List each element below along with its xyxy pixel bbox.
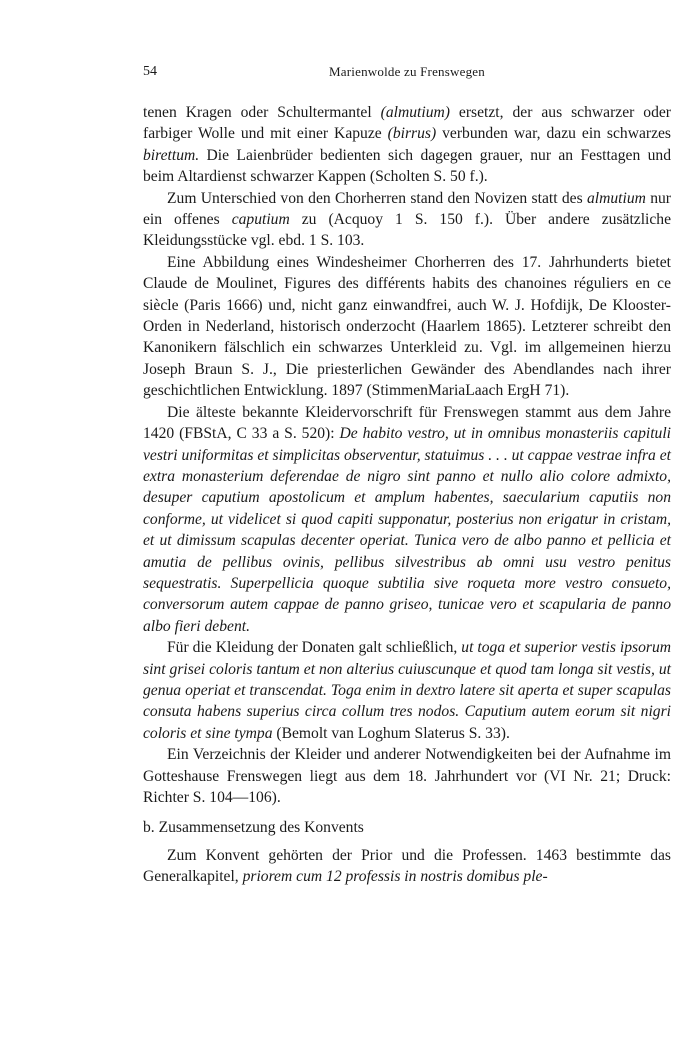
italic-text: (almutium): [380, 104, 450, 121]
text-run: (Bemolt van Loghum Slaterus S. 33).: [272, 724, 510, 742]
italic-text: caputium: [231, 211, 290, 229]
text-run: ersetzt, der aus schwarzer oder farbiger Wolle und mit einer Kapuze: [143, 104, 671, 143]
text-run: verbunden war, dazu ein schwarzes: [436, 125, 671, 143]
italic-text: priorem cum 12 professis in nostris domibus ple-: [242, 868, 548, 886]
text-run: zu (Acquoy 1 S. 150 f.). Über andere zusätzliche Kleidungsstücke vgl. ebd. 1 S. 103.: [143, 211, 672, 250]
italic-text: birettum.: [143, 146, 200, 164]
paragraph: [143, 744, 671, 808]
paragraph: [143, 402, 671, 637]
text-run: tenen Kragen oder Schultermantel: [143, 104, 381, 121]
page-header: [143, 64, 671, 86]
text-run: Zum Konvent gehörten der Prior und die Professen. 1463 bestimmte das Generalkapitel,: [143, 846, 671, 886]
body-text: [143, 102, 671, 888]
paragraph: [143, 637, 671, 744]
text-run: Ein Verzeichnis der Kleider und anderer Notwendigkeiten bei der Aufnahme im Gotteshause Frenswegen liegt aus dem 18. Jahrhundert vor (VI Nr. 21; Druck: Richter S. 104—106).: [143, 746, 671, 806]
text-run: Für die Kleidung der Donaten galt schließlich,: [167, 639, 462, 657]
italic-text: ut toga et superior vestis ipsorum sint grisei coloris tantum et non alterius cuiuscunque et quod tam longa sit vestis, ut genua operiat et transcendat. Toga enim in dextro latere sit aperta et super scapulas consuta habens superius circa collum tres nodos. Caputium autem eorum sit nigri coloris et sine tympa: [143, 639, 671, 742]
text-run: Die älteste bekannte Kleidervorschrift für Frenswegen stammt aus dem Jahre 1420 (FBStA, C 33 a S. 520):: [143, 403, 671, 443]
section-heading: [143, 817, 671, 838]
text-run: Zum Unterschied von den Chorherren stand den Novizen statt des: [167, 189, 587, 207]
paragraph: [143, 102, 671, 188]
paragraph: [143, 252, 671, 402]
page-number: 54: [143, 64, 157, 79]
running-head: Marienwolde zu Frenswegen: [329, 64, 485, 79]
text-run: nur ein offenes: [143, 189, 671, 229]
paragraph: [143, 845, 671, 888]
text-run: Eine Abbildung eines Windesheimer Chorherren des 17. Jahrhunderts bietet Claude de Moulinet, Figures des différents habits des chanoines réguliers en ce siècle (Paris 1666) und, nicht ganz einwandfrei, auch W. J. Hofdijk, De Klooster-Orden in Nederland, historisch onderzocht (Haarlem 1865). Letzterer schreibt den Kanonikern fälschlich ein schwarzes Unterkleid zu. Vgl. im allgemeinen hierzu Joseph Braun S. J., Die priesterlichen Gewänder des Abendlandes nach ihrer geschichtlichen Entwicklung. 1897 (StimmenMariaLaach ErgH 71).: [143, 253, 671, 400]
italic-text: almutium: [586, 189, 646, 207]
text-run: b. Zusammensetzung des Konvents: [143, 819, 364, 837]
paragraph: [143, 188, 671, 252]
text-run: Die Laienbrüder bedienten sich dagegen grauer, nur an Festtagen und beim Altardienst schwarzer Kappen (Scholten S. 50 f.).: [143, 146, 671, 186]
italic-text: (birrus): [387, 125, 437, 143]
italic-text: De habito vestro, ut in omnibus monasteriis capituli vestri uniformitas et simplicitas observentur, statuimus . . . ut cappae vestrae infra et extra monasterium deferendae de nigro sint panno et nullo alio colore admixto, desuper caputium apostolicum et amplum habentes, saecularium caputiis non conforme, ut videlicet si quod capiti supponatur, posterius non erigatur in cristam, et ut dimissum scapulas decenter operiat. Tunica vero de albo panno et pellicia et amutia de pellibus ovinis, pellibus silvestribus ab omni usu vestro penitus sequestratis. Superpellicia quoque subtilia sive roqueta more vestro consueto, conversorum autem cappae de panno griseo, tunicae vero et scapularia de panno albo fieri debent.: [143, 425, 671, 635]
